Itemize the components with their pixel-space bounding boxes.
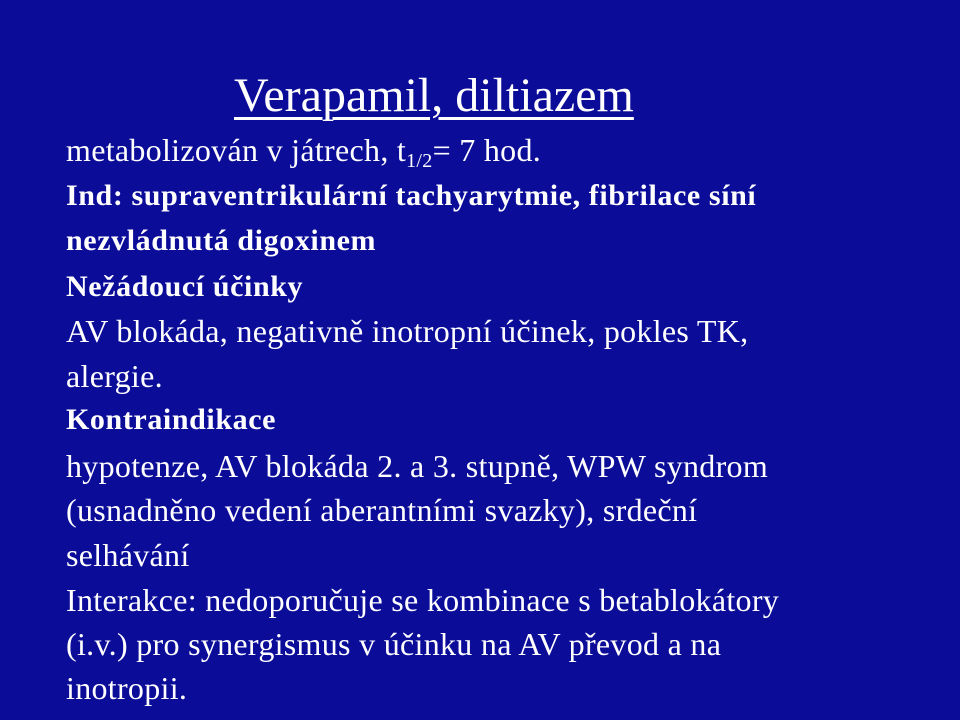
adverse-effects-line-2: alergie. [66,358,163,394]
indications-line-2: nezvládnutá digoxinem [66,224,377,257]
contraindications-line-2: (usnadněno vedení aberantními svazky), srdeční [66,492,698,528]
contraindications-line-1: hypotenze, AV blokáda 2. a 3. stupně, WPW syndrom [66,448,769,484]
metabolism-prefix: metabolizován v játrech, t [66,132,407,168]
interactions-line-2: (i.v.) pro synergismus v účinku na AV převod a na [66,626,722,662]
slide-title: Verapamil, diltiazem [234,69,634,122]
adverse-effects-heading: Nežádoucí účinky [66,270,304,303]
interactions-line-3: inotropii. [66,670,188,706]
contraindications-line-3: selhávání [66,537,190,573]
indications-line-1: Ind: supraventrikulární tachyarytmie, fibrilace síní [66,179,757,212]
contraindications-heading: Kontraindikace [66,403,277,436]
metabolism-line [66,130,541,170]
adverse-effects-line-1: AV blokáda, negativně inotropní účinek, pokles TK, [66,313,749,349]
interactions-line-1: Interakce: nedoporučuje se kombinace s betablokátory [66,582,780,618]
metabolism-suffix: = 7 hod. [432,132,542,168]
half-life-subscript: 1/2 [406,150,433,172]
